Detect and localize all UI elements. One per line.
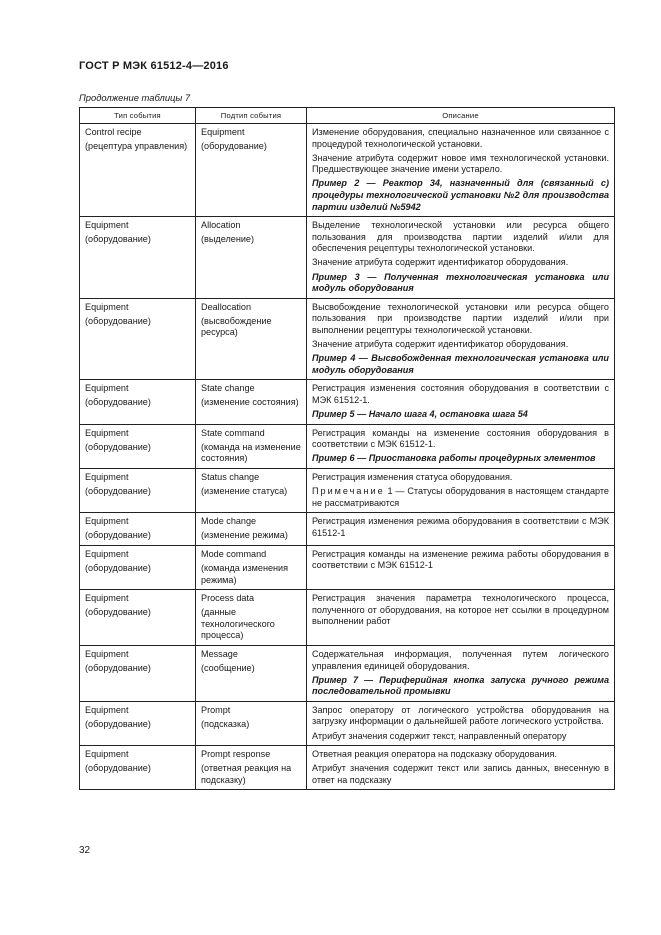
event-type-cell — [80, 645, 196, 701]
event-subtype-cell — [196, 217, 307, 299]
description-cell — [307, 645, 615, 701]
description-paragraph: Запрос оператору от логического устройства оборудования на загрузку информации о дальнейшей работе логического устройства. — [312, 704, 609, 727]
example-paragraph: Пример 3 — Полученная технологическая установка или модуль оборудования — [312, 271, 609, 294]
event-subtype-text: Allocation — [201, 220, 241, 231]
event-subtype-text: Message — [201, 648, 238, 659]
event-type-text: Equipment — [85, 548, 129, 559]
event-subtype-text: (изменение состояния) — [201, 397, 299, 408]
event-type-text: (оборудование) — [85, 234, 151, 245]
description-paragraph: Регистрация изменения режима оборудования в соответствии с МЭК 61512-1 — [312, 516, 609, 538]
event-type-text: Equipment — [85, 427, 129, 438]
event-type-text: (оборудование) — [85, 607, 151, 618]
description-cell — [307, 298, 615, 380]
event-type-text: Control recipe — [85, 127, 142, 137]
note-paragraph — [312, 486, 609, 509]
table-row — [80, 380, 615, 424]
event-subtype-text: Process data — [201, 593, 255, 604]
description-paragraph: Значение атрибута содержит новое имя технологической установки. Предшествующее значение имени устарело. — [312, 152, 609, 175]
description-paragraph: Регистрация изменения статуса оборудования. — [312, 471, 513, 482]
event-subtype-text: (изменение статуса) — [201, 485, 288, 496]
event-type-text: Equipment — [85, 220, 129, 231]
event-subtype-text: (изменение режима) — [201, 530, 288, 541]
event-type-text: (оборудование) — [85, 397, 151, 408]
example-paragraph: Пример 7 — Периферийная кнопка запуска ручного режима последовательной промывки — [312, 674, 609, 697]
event-subtype-text: State change — [201, 383, 255, 394]
event-type-text: Equipment — [85, 471, 129, 482]
description-paragraph: Регистрация значения параметра технологического процесса, полученного от оборудования, на которое нет ссылки в процедурном выполнении работ — [312, 593, 609, 627]
event-subtype-cell — [196, 298, 307, 380]
event-subtype-cell — [196, 645, 307, 701]
example-paragraph: Пример 5 — Начало шага 4, остановка шага 54 — [312, 408, 528, 419]
event-subtype-cell — [196, 468, 307, 512]
table-caption: Продолжение таблицы 7 — [79, 92, 191, 103]
page-number: 32 — [79, 845, 91, 856]
description-cell — [307, 124, 615, 217]
table-row — [80, 746, 615, 790]
event-subtype-text: Equipment — [201, 127, 245, 137]
event-type-text: (оборудование) — [85, 441, 151, 452]
description-cell — [307, 590, 615, 646]
event-subtype-text: (подсказка) — [201, 718, 250, 729]
table-row — [80, 217, 615, 299]
event-subtype-cell — [196, 590, 307, 646]
description-cell — [307, 701, 615, 745]
note-text: 1 — Статусы оборудования в настоящем стандарте не рассматриваются — [312, 485, 609, 508]
table-row — [80, 590, 615, 646]
table-row — [80, 424, 615, 468]
event-type-cell — [80, 545, 196, 589]
event-subtype-text: (команда на изменение состояния) — [201, 441, 301, 464]
event-type-text: (оборудование) — [85, 562, 151, 573]
event-subtype-text: Mode command — [201, 548, 267, 559]
description-paragraph: Атрибут значения содержит текст или запись данных, внесенную в ответ на подсказку — [312, 763, 609, 785]
table-row — [80, 468, 615, 512]
event-type-text: Equipment — [85, 383, 129, 394]
table-row — [80, 645, 615, 701]
description-paragraph: Регистрация изменения состояния оборудования в соответствии с МЭК 61512-1. — [312, 383, 609, 405]
event-subtype-text: (высвобождение ресурса) — [201, 315, 272, 338]
event-subtype-text: (сообщение) — [201, 663, 255, 674]
event-type-cell — [80, 513, 196, 546]
description-paragraph: Значение атрибута содержит идентификатор оборудования. — [312, 339, 569, 349]
description-paragraph: Изменение оборудования, специально назначенное или связанное с процедурой технологической установки. — [312, 127, 609, 149]
event-type-cell — [80, 590, 196, 646]
event-type-cell — [80, 701, 196, 745]
event-type-cell — [80, 424, 196, 468]
description-paragraph: Ответная реакция оператора на подсказку оборудования. — [312, 749, 557, 760]
table-row — [80, 545, 615, 589]
event-subtype-text: (оборудование) — [201, 141, 267, 152]
description-cell — [307, 468, 615, 512]
column-header-description: Описание — [307, 108, 615, 124]
example-paragraph: Пример 4 — Высвобожденная технологическая установка или модуль оборудования — [312, 353, 609, 375]
event-subtype-text: Prompt — [201, 704, 231, 715]
description-paragraph: Атрибут значения содержит текст, направленный оператору — [312, 730, 567, 741]
event-subtype-cell — [196, 513, 307, 546]
event-subtype-cell — [196, 746, 307, 790]
event-type-text: Equipment — [85, 704, 129, 715]
example-paragraph: Пример 2 — Реактор 34, назначенный для (связанный с) процедуры технологической установки №2 для производства партии изделий №5942 — [312, 178, 609, 212]
event-subtype-text: (ответная реакция на подсказку) — [201, 763, 292, 785]
event-type-cell — [80, 746, 196, 790]
table-row — [80, 124, 615, 217]
event-type-text: Equipment — [85, 301, 129, 312]
event-type-text: Equipment — [85, 593, 129, 604]
description-paragraph: Выделение технологической установки или ресурса общего пользования для производства партии изделий и/или для обеспечения рецептуры технологической установки. — [312, 220, 609, 254]
event-subtype-cell — [196, 380, 307, 424]
table-row — [80, 513, 615, 546]
event-subtype-text: (выделение) — [201, 234, 255, 245]
event-type-text: (оборудование) — [85, 530, 151, 541]
event-type-text: Equipment — [85, 516, 129, 527]
event-subtype-text: State command — [201, 427, 265, 438]
description-cell — [307, 545, 615, 589]
event-type-text: (рецептура управления) — [85, 141, 188, 152]
event-subtype-cell — [196, 701, 307, 745]
event-subtype-text: Mode change — [201, 516, 257, 527]
event-subtype-cell — [196, 124, 307, 217]
table-row — [80, 701, 615, 745]
event-type-cell — [80, 217, 196, 299]
description-paragraph: Регистрация команды на изменение состояния оборудования в соответствии с МЭК 61512-1. — [312, 427, 609, 450]
event-type-text: (оборудование) — [85, 718, 151, 729]
event-subtype-text: Status change — [201, 471, 260, 482]
event-type-cell — [80, 468, 196, 512]
column-header-subtype: Подтип события — [196, 108, 307, 124]
description-cell — [307, 217, 615, 299]
event-subtype-text: (данные технологического процесса) — [201, 607, 275, 641]
event-type-text: Equipment — [85, 749, 129, 760]
events-table — [79, 107, 615, 790]
event-type-cell — [80, 380, 196, 424]
table-header-row — [80, 108, 615, 124]
description-cell — [307, 424, 615, 468]
event-type-text: (оборудование) — [85, 485, 151, 496]
description-paragraph: Содержательная информация, полученная путем логического управления единицей оборудования. — [312, 648, 609, 671]
event-type-cell — [80, 298, 196, 380]
description-cell — [307, 513, 615, 546]
event-subtype-text: Prompt response — [201, 749, 271, 760]
event-type-text: (оборудование) — [85, 663, 151, 674]
description-cell — [307, 746, 615, 790]
event-subtype-text: Deallocation — [201, 301, 252, 312]
description-paragraph: Значение атрибута содержит идентификатор оборудования. — [312, 257, 569, 268]
document-header: ГОСТ Р МЭК 61512-4—2016 — [79, 60, 229, 72]
column-header-type: Тип события — [80, 108, 196, 124]
event-type-text: Equipment — [85, 648, 129, 659]
event-type-text: (оборудование) — [85, 315, 151, 326]
table-body — [80, 124, 615, 790]
description-paragraph: Высвобождение технологической установки или ресурса общего пользования при производстве партии изделий и/или при выполнении рецептуры технологической установки. — [312, 301, 609, 335]
description-cell — [307, 380, 615, 424]
event-type-text: (оборудование) — [85, 763, 151, 774]
event-subtype-cell — [196, 424, 307, 468]
description-paragraph: Регистрация команды на изменение режима работы оборудования в соответствии с МЭК 61512-1 — [312, 548, 609, 571]
table-row — [80, 298, 615, 380]
event-subtype-text: (команда изменения режима) — [201, 562, 289, 585]
note-label: Примечание — [312, 485, 385, 496]
event-type-cell — [80, 124, 196, 217]
example-paragraph: Пример 6 — Приостановка работы процедурных элементов — [312, 453, 596, 464]
event-subtype-cell — [196, 545, 307, 589]
